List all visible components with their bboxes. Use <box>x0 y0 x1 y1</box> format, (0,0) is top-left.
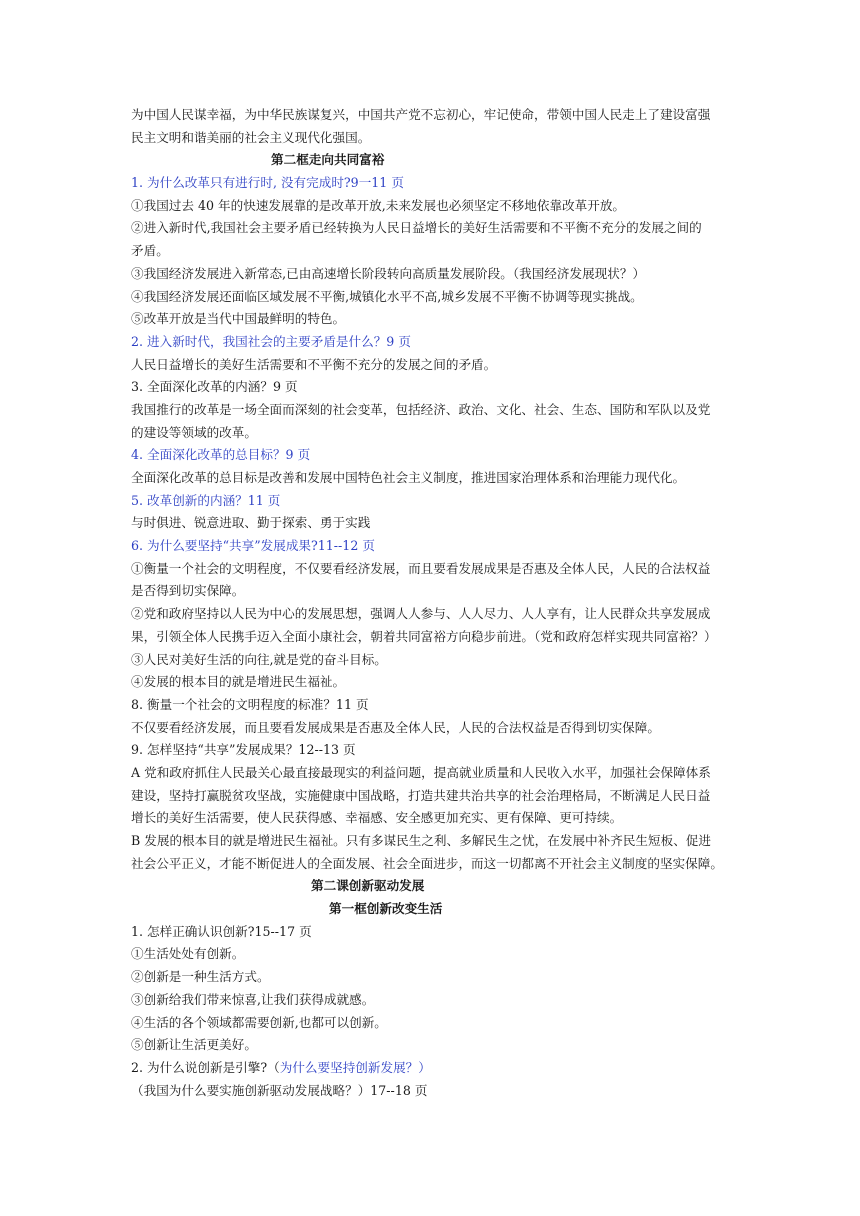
paragraph-line: 是否得到切实保障。 <box>131 583 245 599</box>
paragraph-line: 为中国人民谋幸福，为中华民族谋复兴，中国共产党不忘初心，牢记使命，带领中国人民走上了建设富强 <box>131 107 711 122</box>
question-heading: 3. 全面深化改革的内涵？9 页 <box>131 379 298 395</box>
paragraph-line: ①我国过去 40 年的快速发展靠的是改革开放,未来发展也必须坚定不移地依靠改革开放。 <box>131 197 626 213</box>
paragraph-line: ⑤改革开放是当代中国最鲜明的特色。 <box>131 311 346 327</box>
paragraph-line: 的建设等领域的改革。 <box>131 424 257 440</box>
paragraph-line: 与时俱进、锐意进取、勤于探索、勇于实践 <box>131 515 371 531</box>
paragraph-line: B 发展的根本目的就是增进民生福祉。只有多谋民生之利、多解民生之忧，在发展中补齐民生短板、促进 <box>131 833 711 848</box>
paragraph-line: ②党和政府坚持以人民为中心的发展思想，强调人人参与、人人尽力、人人享有，让人民群众共享发展成 <box>131 606 711 622</box>
question-highlight: 为什么要坚持创新发展？） <box>279 1059 431 1075</box>
question-heading: 4. 全面深化改革的总目标？9 页 <box>131 447 311 463</box>
paragraph-line: 不仅要看经济发展，而且要看发展成果是否惠及全体人民，人民的合法权益是否得到切实保障。 <box>131 719 660 735</box>
question-heading: 1. 为什么改革只有进行时, 没有完成时?9一11 页 <box>131 175 404 191</box>
question-heading: 9. 怎样坚持“共享”发展成果？12--13 页 <box>131 742 356 758</box>
paragraph-line: ⑤创新让生活更美好。 <box>131 1037 257 1053</box>
question-heading: 6. 为什么要坚持“共享”发展成果?11--12 页 <box>131 538 375 554</box>
paragraph-line: 社会公平正义，才能不断促进人的全面发展、社会全面进步，而这一切都离不开社会主义制度的坚实保障。 <box>131 855 723 871</box>
paragraph-line: A 党和政府抓住人民最关心最直接最现实的利益问题，提高就业质量和人民收入水平，加强社会保障体系 <box>131 764 711 780</box>
paragraph-line: 全面深化改革的总目标是改善和发展中国特色社会主义制度，推进国家治理体系和治理能力现代化。 <box>131 470 686 485</box>
paragraph-line: ③创新给我们带来惊喜,让我们获得成就感。 <box>131 991 375 1007</box>
paragraph-line: ③我国经济发展进入新常态,已由高速增长阶段转向高质量发展阶段。（我国经济发展现状？） <box>131 265 646 281</box>
paragraph-line: ③人民对美好生活的向往,就是党的奋斗目标。 <box>131 651 387 667</box>
paragraph-line: 增长的美好生活需要，使人民获得感、幸福感、安全感更加充实、更有保障、更可持续。 <box>131 810 623 826</box>
lesson-heading: 第二课创新驱动发展 <box>311 878 425 894</box>
section-heading: 第二框走向共同富裕 <box>271 152 385 168</box>
paragraph-line: ④生活的各个领域都需要创新,也都可以创新。 <box>131 1014 387 1030</box>
question-heading: 1. 怎样正确认识创新?15--17 页 <box>131 923 312 939</box>
paragraph-line: ②进入新时代,我国社会主要矛盾已经转换为人民日益增长的美好生活需要和不平衡不充分的发展之间的 <box>131 220 702 236</box>
paragraph-line: 民主文明和谐美丽的社会主义现代化强国。 <box>131 129 371 145</box>
question-heading <box>131 1057 731 1080</box>
paragraph-line: 果，引领全体人民携手迈入全面小康社会，朝着共同富裕方向稳步前进。（党和政府怎样实现共同富裕？） <box>131 628 717 644</box>
paragraph-line: 人民日益增长的美好生活需要和不平衡不充分的发展之间的矛盾。 <box>131 356 497 372</box>
paragraph-line: 矛盾。 <box>131 243 169 259</box>
question-heading: 2. 进入新时代，我国社会的主要矛盾是什么？9 页 <box>131 333 411 349</box>
question-heading: 5. 改革创新的内涵？11 页 <box>131 492 281 508</box>
paragraph-line: ①衡量一个社会的文明程度，不仅要看经济发展，而且要看发展成果是否惠及全体人民，人民的合法权益 <box>131 560 711 576</box>
paragraph-line: 建设，坚持打赢脱贫攻坚战，实施健康中国战略，打造共建共治共享的社会治理格局，不断满足人民日益 <box>131 787 711 803</box>
paragraph-line: ④发展的根本目的就是增进民生福祉。 <box>131 674 346 690</box>
question-heading: （我国为什么要实施创新驱动发展战略？）17--18 页 <box>131 1082 428 1098</box>
document-body <box>131 104 731 1102</box>
section-heading: 第一框创新改变生活 <box>329 901 443 917</box>
paragraph-line: ②创新是一种生活方式。 <box>131 969 270 985</box>
question-heading: 8. 衡量一个社会的文明程度的标准？11 页 <box>131 696 369 712</box>
paragraph-line: ①生活处处有创新。 <box>131 946 245 962</box>
paragraph-line: ④我国经济发展还面临区域发展不平衡,城镇化水平不高,城乡发展不平衡不协调等现实挑战。 <box>131 288 643 304</box>
question-text: 2. 为什么说创新是引擎?（ <box>131 1059 280 1075</box>
paragraph-line: 我国推行的改革是一场全面而深刻的社会变革，包括经济、政治、文化、社会、生态、国防和军队以及党 <box>131 401 711 417</box>
